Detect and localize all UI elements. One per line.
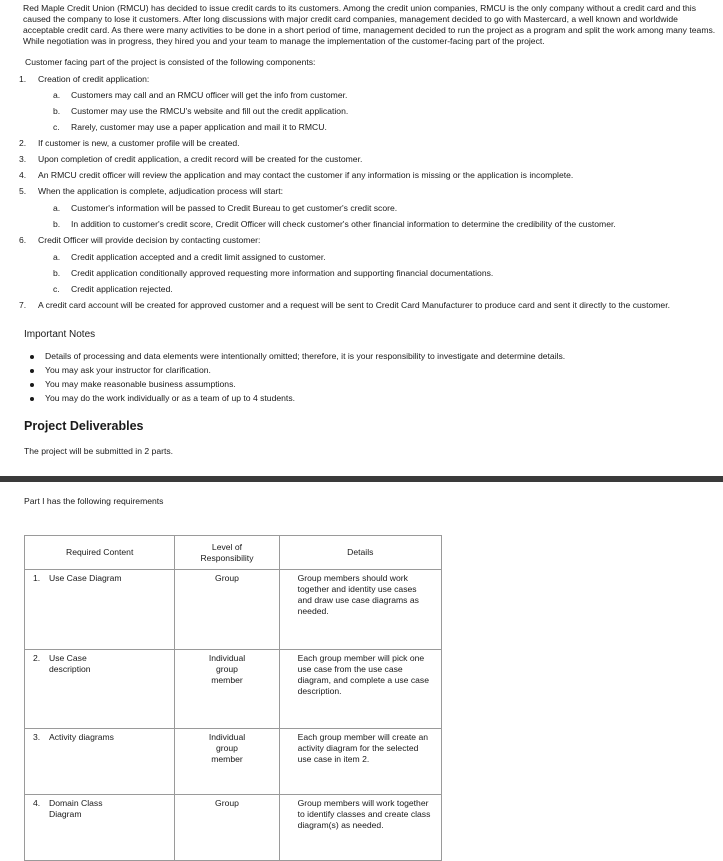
submitted-text: The project will be submitted in 2 parts. bbox=[24, 446, 174, 456]
header-level: Level of Responsibility bbox=[175, 536, 279, 570]
important-notes-heading: Important Notes bbox=[24, 329, 96, 340]
item-text: When the application is complete, adjudication process will start: bbox=[38, 186, 284, 196]
note-text: You may make reasonable business assumptions. bbox=[45, 379, 236, 389]
bullet-icon bbox=[30, 355, 34, 359]
content-cell bbox=[25, 795, 175, 861]
table-row bbox=[25, 729, 442, 795]
content-text: Use Case Diagram bbox=[49, 573, 122, 583]
content-cell bbox=[25, 650, 175, 729]
content-cell bbox=[25, 729, 175, 795]
details-cell: Each group member will create an activity diagram for the selected use case in item 2. bbox=[279, 729, 441, 795]
page-divider bbox=[0, 476, 723, 482]
bullet-icon bbox=[30, 383, 34, 387]
sub-number: c. bbox=[53, 122, 60, 132]
bullet-icon bbox=[30, 369, 34, 373]
intro-text: Red Maple Credit Union (RMCU) has decided to issue credit cards to its customers. Among the credit union companies, RMCU is the only company without a credit card and this caused the company to lose it customers. After long discussions with major credit card companies, management decided to go with Mastercard, a well known and worldwide acceptable credit card. As there were many activities to be done in a short period of time, management decided to run the project as a program and split the work among many teams. While negotiation was in progress, they hired you and your team to manage the implementation of the customer-facing part of the project. bbox=[23, 3, 716, 46]
note-text: You may ask your instructor for clarification. bbox=[45, 365, 211, 375]
sub-number: a. bbox=[53, 90, 61, 100]
sub-text: Credit application rejected. bbox=[71, 284, 173, 294]
note-text: Details of processing and data elements were intentionally omitted; therefore, it is your responsibility to investigate and determine details. bbox=[45, 351, 566, 361]
sub-text: Customer may use the RMCU's website and fill out the credit application. bbox=[71, 106, 349, 116]
sub-text: Credit application accepted and a credit limit assigned to customer. bbox=[71, 252, 326, 262]
deliverables-title: Project Deliverables bbox=[24, 419, 144, 433]
sub-text: Customers may call and an RMCU officer will get the info from customer. bbox=[71, 90, 348, 100]
item-number: 3. bbox=[19, 154, 27, 164]
bullet-icon bbox=[30, 397, 34, 401]
item-text: Credit Officer will provide decision by contacting customer: bbox=[38, 235, 261, 245]
requirements-table bbox=[24, 535, 442, 861]
item-number: 1. bbox=[19, 74, 27, 84]
content-text: Use Case description bbox=[49, 653, 91, 674]
intro-paragraph bbox=[23, 3, 718, 47]
item-number: 6. bbox=[19, 235, 27, 245]
sub-number: b. bbox=[53, 268, 61, 278]
part1-text: Part I has the following requirements bbox=[24, 496, 164, 506]
content-text: Activity diagrams bbox=[49, 732, 114, 742]
table-row bbox=[25, 570, 442, 650]
item-number: 4. bbox=[19, 170, 27, 180]
content-cell bbox=[25, 570, 175, 650]
item-number: 7. bbox=[19, 300, 27, 310]
item-text: A credit card account will be created for approved customer and a request will be sent to Credit Card Manufacturer to produce card and sent it directly to the customer. bbox=[38, 300, 670, 310]
sub-number: b. bbox=[53, 106, 61, 116]
sub-text: Customer's information will be passed to Credit Bureau to get customer's credit score. bbox=[71, 203, 398, 213]
item-number: 5. bbox=[19, 186, 27, 196]
content-text: Domain Class Diagram bbox=[49, 798, 103, 819]
item-number: 2. bbox=[19, 138, 27, 148]
row-number: 2. bbox=[33, 653, 41, 663]
table-row bbox=[25, 650, 442, 729]
sub-text: In addition to customer's credit score, Credit Officer will check customer's other financial information to determine the credibility of the customer. bbox=[71, 219, 616, 229]
level-cell: Individual group member bbox=[175, 729, 279, 795]
level-cell: Individual group member bbox=[175, 650, 279, 729]
level-cell: Group bbox=[175, 795, 279, 861]
sub-number: a. bbox=[53, 203, 61, 213]
details-cell: Each group member will pick one use case from the use case diagram, and complete a use case description. bbox=[279, 650, 441, 729]
sub-number: b. bbox=[53, 219, 61, 229]
item-text: If customer is new, a customer profile will be created. bbox=[38, 138, 240, 148]
header-details: Details bbox=[279, 536, 441, 570]
details-cell: Group members will work together to identify classes and create class diagram(s) as needed. bbox=[279, 795, 441, 861]
table-row bbox=[25, 795, 442, 861]
item-text: An RMCU credit officer will review the application and may contact the customer if any information is missing or the application is incomplete. bbox=[38, 170, 574, 180]
sub-text: Rarely, customer may use a paper application and mail it to RMCU. bbox=[71, 122, 327, 132]
row-number: 1. bbox=[33, 573, 41, 583]
level-cell: Group bbox=[175, 570, 279, 650]
row-number: 3. bbox=[33, 732, 41, 742]
table-header-row bbox=[25, 536, 442, 570]
header-required-content: Required Content bbox=[25, 536, 175, 570]
note-text: You may do the work individually or as a team of up to 4 students. bbox=[45, 393, 295, 403]
item-text: Upon completion of credit application, a credit record will be created for the customer. bbox=[38, 154, 363, 164]
details-cell: Group members should work together and identity use cases and draw use case diagrams as needed. bbox=[279, 570, 441, 650]
item-text: Creation of credit application: bbox=[38, 74, 150, 84]
sub-text: Credit application conditionally approved requesting more information and supporting financial documentations. bbox=[71, 268, 494, 278]
facing-intro: Customer facing part of the project is consisted of the following components: bbox=[25, 57, 316, 67]
row-number: 4. bbox=[33, 798, 41, 808]
sub-number: c. bbox=[53, 284, 60, 294]
sub-number: a. bbox=[53, 252, 61, 262]
